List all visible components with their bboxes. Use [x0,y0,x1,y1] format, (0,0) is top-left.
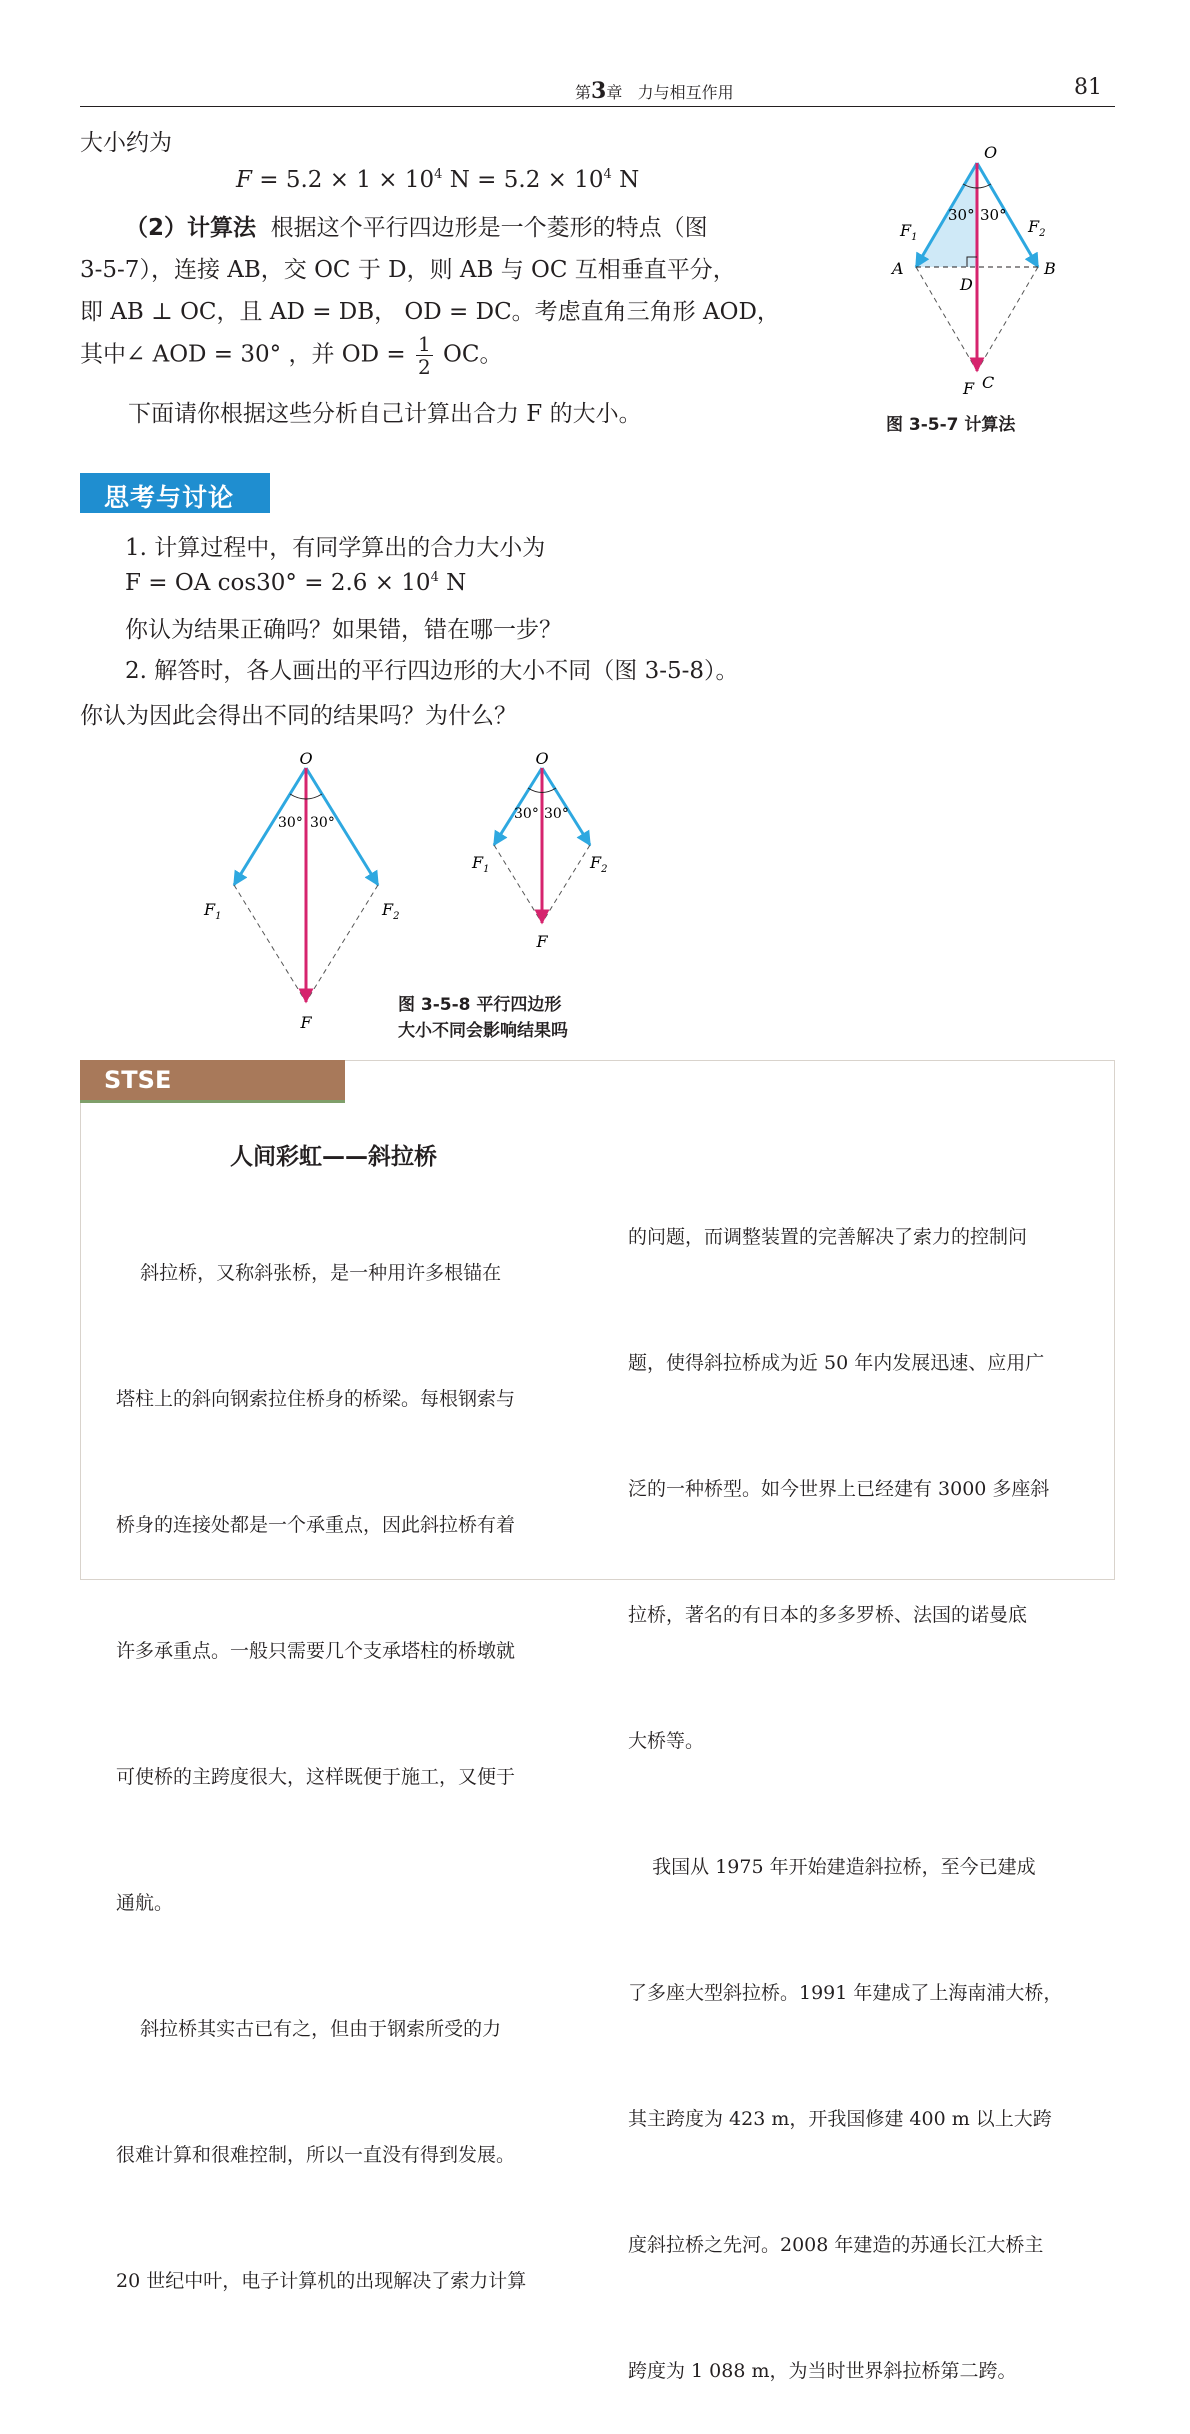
p1-line4-a: 其中∠ AOD = 30° ，并 OD = [80,341,406,368]
stse-right-line: 跨度为 1 088 m，为当时世界斜拉桥第二跨。 [628,2360,1017,2382]
large-label-f: F [300,1013,312,1032]
stse-right-line: 其主跨度为 423 m，开我国修建 400 m 以上大跨 [628,2108,1052,2130]
header-rule [80,106,1115,107]
question-2-ask: 你认为因此会得出不同的结果吗？为什么？ [80,703,517,729]
stse-left-line: 许多承重点。一般只需要几个支承塔柱的桥墩就 [116,1640,516,1662]
formula-1 [236,167,639,193]
q1-formula-exp: 4 [430,570,439,585]
method-label: （2）计算法 [125,215,257,241]
fraction-half [416,333,433,378]
formula-1-exp2: 4 [603,167,612,182]
stse-right-line: 的问题，而调整装置的完善解决了索力的控制问 [628,1226,1028,1248]
figure-3-5-7-caption: 图 3-5-7 计算法 [886,415,1016,435]
chapter-title: 力与相互作用 [637,83,734,102]
stse-left-line: 斜拉桥其实古已有之，但由于钢索所受的力 [116,2018,502,2040]
chapter-number: 3 [591,78,607,104]
stse-left-line: 通航。 [116,1892,174,1914]
small-label-f2: $F_2$ [590,853,608,875]
paragraph-2: 下面请你根据这些分析自己计算出合力 F 的大小。 [128,401,642,427]
paragraph-1-line-4 [80,333,502,378]
small-label-f1: $F_1$ [472,853,490,875]
small-label-o: O [535,749,549,768]
stse-left-line: 20 世纪中叶，电子计算机的出现解决了索力计算 [116,2270,527,2292]
p1-line1-text: 根据这个平行四边形是一个菱形的特点（图 [270,215,708,241]
stse-title: 人间彩虹——斜拉桥 [230,1144,437,1170]
large-label-o: O [299,749,313,768]
label-b: B [1044,259,1056,278]
formula-1-lhs: F [236,167,252,193]
chapter-heading [575,78,734,104]
small-label-angle-2: 30° [544,806,569,822]
p1-line4-b: OC。 [443,341,503,368]
stse-right-column [628,1132,1062,2434]
fraction-numerator: 1 [417,332,431,356]
stse-left-line: 塔柱上的斜向钢索拉住桥身的桥梁。每根钢索与 [116,1388,516,1410]
large-dash-left [234,885,306,1002]
small-dash-right [542,845,590,923]
q1-formula-text: F = OA cos30° = 2.6 × 10 [125,570,431,596]
formula-1-expr: = 5.2 × 1 × 10 [251,167,435,193]
small-parallelogram [471,749,607,951]
paragraph-1-line-2: 3-5-7），连接 AB，交 OC 于 D，则 AB 与 OC 互相垂直平分， [80,257,736,283]
question-1-formula [125,570,466,596]
label-f1: $F_1$ [900,221,918,243]
formula-1-unit: N [611,167,640,193]
figure-3-5-8-caption-line-2: 大小不同会影响结果吗 [398,1021,568,1041]
fraction-denominator: 2 [417,355,431,379]
stse-left-line: 斜拉桥，又称斜张桥，是一种用许多根锚在 [116,1262,502,1284]
formula-1-mid: N = 5.2 × 10 [442,167,604,193]
stse-right-line: 拉桥，著名的有日本的多多罗桥、法国的诺曼底 [628,1604,1028,1626]
stse-right-line: 我国从 1975 年开始建造斜拉桥，至今已建成 [628,1856,1036,1878]
paragraph-1-line-1 [125,209,708,242]
label-o: O [984,143,998,162]
large-parallelogram [203,749,399,1032]
stse-right-line: 度斜拉桥之先河。2008 年建造的苏通长江大桥主 [628,2234,1044,2256]
label-f: F [963,379,975,398]
figure-3-5-8-caption-line-1: 图 3-5-8 平行四边形 [398,995,562,1015]
question-1: 1. 计算过程中，有同学算出的合力大小为 [125,535,546,561]
large-label-f1: $F_1$ [204,900,222,922]
stse-left-line: 桥身的连接处都是一个承重点，因此斜拉桥有着 [116,1514,516,1536]
page-number: 81 [1074,75,1102,100]
stse-left-line: 可使桥的主跨度很大，这样既便于施工，又便于 [116,1766,516,1788]
large-label-angle-2: 30° [310,815,335,831]
stse-right-line: 大桥等。 [628,1730,705,1752]
small-dash-left [494,845,542,923]
large-label-f2: $F_2$ [382,900,400,922]
stse-right-line: 了多座大型斜拉桥。1991 年建成了上海南浦大桥， [628,1982,1063,2004]
label-d: D [960,275,973,294]
label-c: C [982,373,995,392]
stse-band-accent [80,1100,345,1103]
chapter-suffix: 章 [606,83,623,102]
stse-label: STSE [104,1066,172,1094]
q1-formula-unit: N [438,570,467,596]
intro-text: 大小约为 [80,130,172,156]
stse-left-column [116,1168,526,2344]
question-1-ask: 你认为结果正确吗？如果错，错在哪一步？ [125,617,562,643]
question-2: 2. 解答时，各人画出的平行四边形的大小不同（图 3-5-8）。 [125,658,739,684]
label-angle-2: 30° [980,206,1007,224]
figure-3-5-7 [870,140,1070,410]
discussion-title: 思考与讨论 [104,483,235,512]
small-label-f: F [536,932,548,951]
label-a: A [892,259,904,278]
stse-left-line: 很难计算和很难控制，所以一直没有得到发展。 [116,2144,516,2166]
stse-right-line: 题，使得斜拉桥成为近 50 年内发展迅速、应用广 [628,1352,1045,1374]
line-bc [977,267,1038,371]
stse-right-line: 泛的一种桥型。如今世界上已经建有 3000 多座斜 [628,1478,1050,1500]
large-dash-right [306,885,378,1002]
paragraph-1-line-3: 即 AB ⊥ OC，且 AD = DB， OD = DC。考虑直角三角形 AOD， [80,299,780,325]
chapter-prefix: 第 [575,83,592,102]
formula-1-exp1: 4 [434,167,443,182]
large-label-angle-1: 30° [278,815,303,831]
small-label-angle-1: 30° [514,806,539,822]
label-angle-1: 30° [948,206,975,224]
label-f2: $F_2$ [1028,217,1046,239]
